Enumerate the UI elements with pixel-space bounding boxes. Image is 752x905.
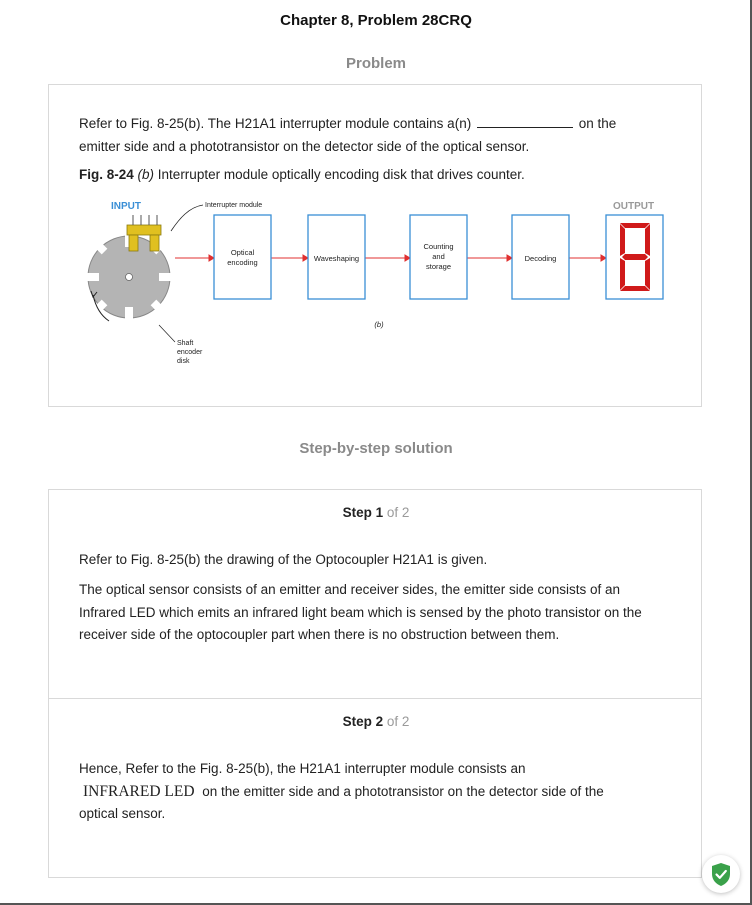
step-2-answer: INFRARED LED: [83, 782, 195, 800]
step-2-line-3: optical sensor.: [79, 806, 166, 821]
caption-figure-number: Fig. 8-24: [79, 167, 134, 182]
module-label: Interrupter module: [205, 202, 263, 209]
step-2-line-2: on the emitter side and a phototransistor on the detector side of the: [202, 783, 604, 799]
figure-sub-label: (b): [374, 320, 384, 329]
verified-badge[interactable]: [702, 855, 740, 893]
step-1-para-2-line-1: The optical sensor consists of an emitter and receiver sides, the emitter side consists of an: [79, 582, 621, 597]
problem-text: [79, 113, 679, 158]
problem-line1-after: on the: [578, 116, 617, 131]
waveshaping-label: Waveshaping: [313, 254, 360, 263]
step-1-title: Step 1: [342, 505, 384, 520]
input-label: INPUT: [111, 201, 141, 212]
solution-card: [48, 489, 702, 878]
counting-label-3: storage: [425, 262, 452, 271]
step-2-line-1: Hence, Refer to the Fig. 8-25(b), the H21A1 interrupter module consists an: [79, 761, 526, 776]
step-1-para-2-line-3: receiver side of the optocoupler part when there is no obstruction between them.: [79, 627, 560, 642]
step-1-label: [49, 505, 703, 520]
disk-label-line3: disk: [177, 358, 190, 365]
seven-segment-display-icon: [606, 215, 663, 299]
step-2-label: [49, 714, 703, 729]
solution-heading: Step-by-step solution: [299, 440, 453, 457]
figure-caption: [79, 164, 679, 187]
problem-heading: Problem: [345, 55, 406, 72]
caption-text: Interrupter module optically encoding disk that drives counter.: [157, 167, 525, 182]
disk-label-line1: Shaft: [177, 340, 194, 347]
output-label: OUTPUT: [613, 201, 655, 212]
optical-encoding-label-1: Optical: [230, 248, 255, 257]
decoding-label: Decoding: [524, 254, 557, 263]
step-1-para-2: [79, 579, 679, 647]
answer-blank: [477, 115, 573, 128]
shield-check-icon: [702, 855, 740, 893]
caption-part: (b): [137, 167, 155, 182]
disk-label-line2: encoder: [177, 349, 203, 356]
counting-label-1: Counting: [423, 242, 454, 251]
step-divider: [49, 698, 701, 699]
problem-line1-before: Refer to Fig. 8-25(b). The H21A1 interrupter module contains a(n): [79, 116, 472, 131]
problem-line2: emitter side and a phototransistor on the detector side of the optical sensor.: [79, 138, 530, 154]
step-1-count: of 2: [386, 505, 410, 520]
step-1-para-1: Refer to Fig. 8-25(b) the drawing of the Optocoupler H21A1 is given.: [79, 552, 488, 567]
module-pointer: [171, 205, 203, 231]
counting-label-2: and: [432, 252, 445, 261]
step-2-text: [79, 758, 679, 826]
disk-pointer: [159, 325, 175, 342]
step-2-title: Step 2: [342, 714, 384, 729]
page-title: Chapter 8, Problem 28CRQ: [280, 12, 472, 29]
optical-encoding-block: [214, 215, 271, 299]
step-1-para-2-line-2: Infrared LED which emits an infrared light beam which is sensed by the photo transistor on the: [79, 604, 642, 620]
problem-card: [48, 84, 702, 407]
interrupter-module-diagram: [79, 197, 679, 373]
optical-encoding-label-2: encoding: [227, 258, 258, 267]
step-2-count: of 2: [386, 714, 410, 729]
